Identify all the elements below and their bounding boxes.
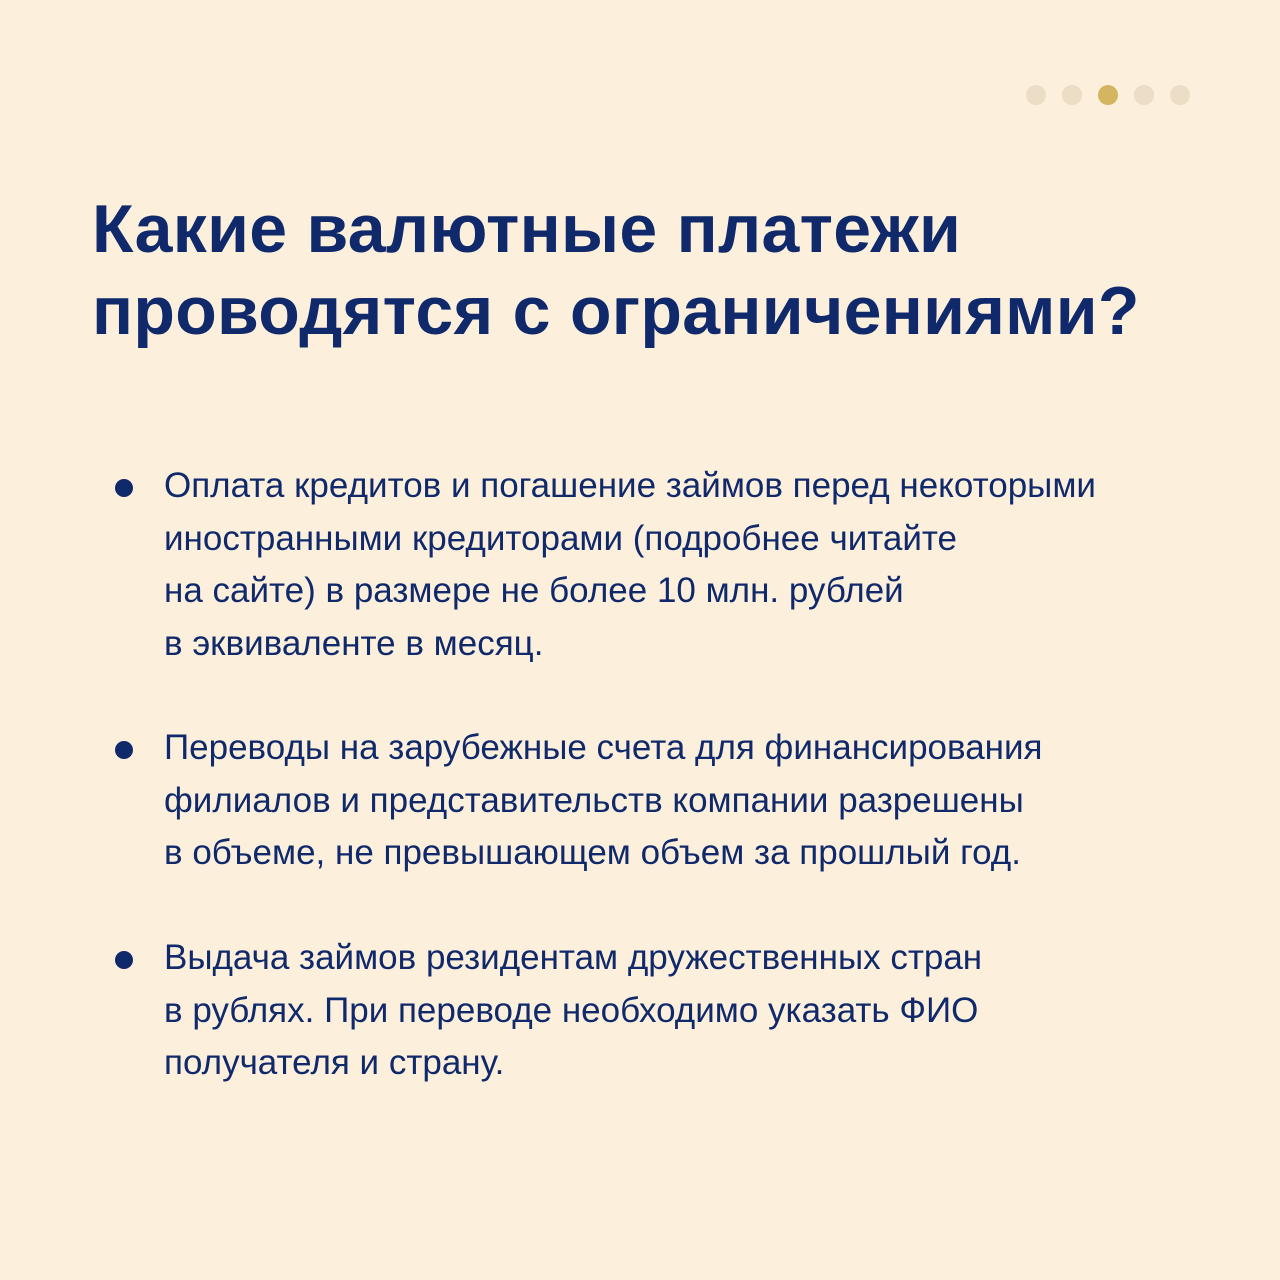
- list-item-text: [164, 722, 1224, 880]
- text-line: в рублях. При переводе необходимо указать ФИО: [164, 990, 979, 1030]
- title-line: Какие валютные платежи: [92, 191, 962, 267]
- list-item-text: [164, 460, 1224, 670]
- text-line: Переводы на зарубежные счета для финансирования: [164, 728, 1043, 767]
- text-line: в эквиваленте в месяц.: [164, 623, 544, 663]
- list-item-text: [164, 932, 1224, 1090]
- bullet-dot-icon: [115, 479, 133, 497]
- title-line: проводятся с ограничениями?: [92, 273, 1140, 349]
- text-line: в объеме, не превышающем объем за прошлый год.: [164, 833, 1021, 872]
- text-line: на сайте) в размере не более 10 млн. рублей: [164, 571, 904, 610]
- bullet-dot-icon: [115, 741, 133, 759]
- text-line: Выдача займов резидентам дружественных стран: [164, 938, 983, 977]
- bullet-dot-icon: [115, 951, 133, 969]
- text-line: филиалов и представительств компании разрешены: [164, 780, 1024, 820]
- text-line: получателя и страну.: [164, 1043, 505, 1082]
- text-line: Оплата кредитов и погашение займов перед некоторыми: [164, 466, 1096, 505]
- text-line: иностранными кредиторами (подробнее читайте: [164, 518, 958, 558]
